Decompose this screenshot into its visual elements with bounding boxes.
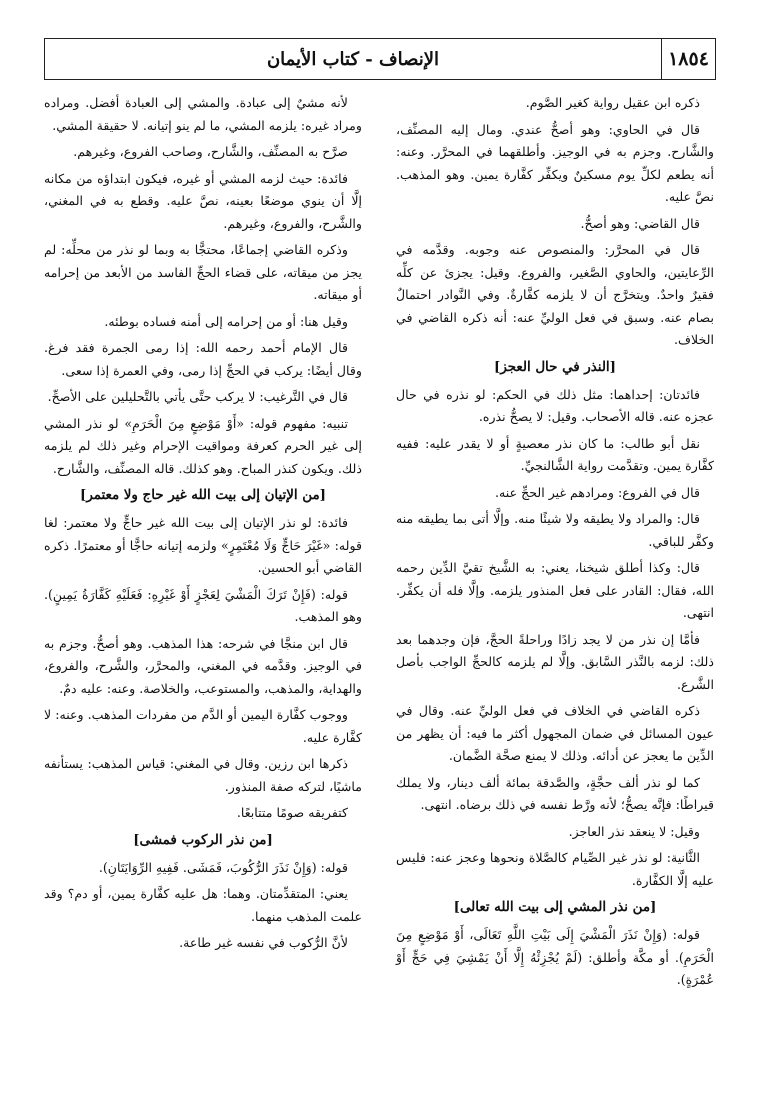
paragraph: لأنه مشيٌ إلى عبادة. والمشي إلى العبادة أفضل. ومراده ومراد غيره: يلزمه المشي، ما لم ينو إتيانه. لا حقيقة المشي. — [44, 95, 362, 133]
paragraph: كتفريقه صومًا متتابعًا. — [236, 805, 348, 820]
paragraph: قال ابن منجَّا في شرحه: هذا المذهب. وهو أصحُّ. وجزم به في الوجيز. وقدَّمه في المغني، والمحرَّر، والشَّرح، والفروع، والهداية، والمذهب، والمستوعب، والخلاصة. وعنه: عليه دمٌ. — [44, 635, 362, 696]
paragraph: فائدة: حيث لزمه المشي أو غيره، فيكون ابتداؤه من مكانه إلَّا أن ينوي موضعًا بعينه، نصَّ عليه. وقطع به في المغني، والشَّرح، والفروع، وغيرهم. — [44, 170, 362, 231]
paragraph: قال الإمام أحمد رحمه الله: إذا رمى الجمرة فقد فرغ. وقال أيضًا: يركب في الحجِّ إذا رمى، وفي العمرة إذا سعى. — [44, 340, 362, 378]
left-column — [44, 92, 362, 959]
paragraph: ذكره القاضي في الخلاف في فعل الوليِّ عنه. وقال في عيون المسائل في ضمان المجهول أكثر ما فيه: أن يظهر من الدِّين ما يعجز عن أدائه. وذلك لا يمنع صحَّة الضَّمان. — [396, 703, 714, 763]
paragraph: قال: والمراد ولا يطيقه ولا شيئًا منه. وإلَّا أتى بما يطيقه منه وكفَّر للباقي. — [396, 511, 714, 549]
paragraph: صرَّح به المصنِّف، والشَّارح، وصاحب الفروع، وغيرهم. — [73, 144, 348, 159]
paragraph: وذكره القاضي إجماعًا، محتجًّا به وبما لو نذر من محلِّه: لم يجز من ميقاته، على قضاء الحجِّ الفاسد من الأبعد من إحرامه أو ميقاته. — [44, 242, 362, 302]
paragraph: قوله: (وَإِنْ نَذَرَ الْمَشْيَ إِلَى بَيْتِ اللَّهِ تَعَالَى، أَوْ مَوْضِعٍ مِنَ الْحَرَمِ). أو مكَّة وأطلق: (لَمْ يُجْزِئْهُ إِلَّا أَنْ يَمْشِيَ فِي حَجٍّ أَوْ عُمْرَةٍ). — [396, 927, 714, 987]
paragraph: قال في الحاوي: وهو أصحُّ عندي. ومال إليه المصنِّف، والشَّارح. وجزم به في الوجيز. وأطلقهما في المحرَّر. وعنه: أنه يطعم لكلِّ يوم مسكينٌ ويكفِّر كفَّارة يمين. وهو المذهب. نصَّ عليه. — [396, 121, 714, 204]
paragraph: وقيل هنا: أو من إحرامه إلى أمنه فساده بوطئه. — [104, 313, 348, 329]
paragraph: ووجوب كفَّارة اليمين أو الدَّم من مفردات المذهب. وعنه: لا كفَّارة عليه. — [44, 707, 362, 745]
paragraph: قال في المحرَّر: والمنصوص عنه وجوبه. وقدَّمه في الرِّعايتين، والحاوي الصَّغير، والفروع. وقيل: يجزئ عن كلِّه فقيرٌ واحدٌ. ويتخرَّج أن لا يلزمه كفَّارةٌ. وفي النَّوادر احتمالٌ بصام عنه. وسبق في فعل الوليِّ عنه: أنه ذكره القاضي في الخلاف. — [396, 242, 714, 347]
section-heading: [النذر في حال العجز] — [494, 358, 616, 375]
paragraph: فائدة: لو نذر الإتيان إلى بيت الله غير حاجٍّ ولا معتمر: لغا قوله: «غَيْرَ حَاجٍّ وَلَا مُعْتَمِرٍ» ولزمه إتيانه حاجًّا أو معتمرًا. ذكره القاضي أبو الحسين. — [44, 515, 362, 575]
paragraph: ذكره ابن عقيل رواية كغير الصَّوم. — [525, 95, 700, 110]
paragraph: الثَّانية: لو نذر غير الصِّيام كالصَّلاة ونحوها وعجز عنه: فليس عليه إلَّا الكفَّارة. — [396, 850, 714, 888]
paragraph: فائدتان: إحداهما: مثل ذلك في الحكم: لو نذره في حال عجزه عنه. قاله الأصحاب. وقيل: لا يصحُّ نذره. — [396, 386, 714, 424]
right-column — [396, 92, 714, 996]
paragraph: قال في الفروع: ومرادهم غير الحجِّ عنه. — [495, 484, 700, 500]
paragraph: وقيل: لا ينعقد نذر العاجز. — [568, 823, 700, 839]
paragraph: قال القاضي: وهو أصحُّ. — [580, 215, 700, 231]
paragraph: لأنَّ الرُّكوب في نفسه غير طاعة. — [179, 935, 348, 950]
page-number: ١٨٥٤ — [661, 39, 715, 79]
paragraph: قال: وكذا أطلق شيخنا، يعني: به الشَّيخ تقيَّ الدِّين رحمه الله، فقال: القادر على فعل المنذور يلزمه. وإلَّا فله أن يكفِّر. انتهى. — [396, 560, 714, 620]
section-heading: [من الإتيان إلى بيت الله غير حاج ولا معتمر] — [79, 487, 326, 503]
paragraph: تنبيه: مفهوم قوله: «أَوْ مَوْضِعٍ مِنَ الْحَرَمِ» لو نذر المشي إلى غير الحرم كعرفة ومواقيت الإحرام وغير ذلك لم يلزمه ذلك. ويكون كنذر المباح. وهو كذلك. قاله المصنِّف، والشَّارح. — [44, 415, 362, 476]
paragraph: كما لو نذر ألف حجَّةٍ، والصَّدقة بمائة ألف دينار، ولا يملك قيراطًا: فإنَّه يصحُّ؛ لأنه ورَّط نفسه في ذلك برضاه. انتهى. — [396, 774, 714, 812]
section-heading: [من نذر الركوب فمشى] — [133, 831, 273, 848]
paragraph: نقل أبو طالب: ما كان نذر معصيةٍ أو لا يقدر عليه: ففيه كفَّارة يمين. وتقدَّمت رواية الشَّالنجيِّ. — [396, 435, 714, 473]
paragraph: قوله: (فَإِنْ تَرَكَ الْمَشْيَ لِعَجْزٍ أَوْ غَيْرِهِ: فَعَلَيْهِ كَفَّارَةُ يَمِينٍ). وهو المذهب. — [44, 586, 362, 624]
paragraph: ذكرها ابن رزين. وقال في المغني: قياس المذهب: يستأنفه ماشيًا، لتركه صفة المنذور. — [44, 756, 362, 794]
running-title: الإنصاف - كتاب الأيمان — [266, 48, 440, 70]
paragraph: يعني: المتقدِّمتان. وهما: هل عليه كفَّارة يمين، أو دم؟ وقد علمت المذهب منهما. — [44, 886, 362, 924]
paragraph: قال في التَّرغيب: لا يركب حتَّى يأتي بالتَّحليلين على الأصحِّ. — [47, 389, 348, 404]
section-heading: [من نذر المشي إلى بيت الله تعالى] — [453, 899, 657, 915]
page-header — [44, 38, 716, 80]
paragraph: فأمَّا إن نذر من لا يجد زادًا وراحلةً الحجَّ، فإن وجدهما بعد ذلك: لزمه بالنَّذر السَّابق. وإلَّا لم يلزمه كالحجِّ الواجب بأصل الشَّرع. — [396, 631, 714, 692]
paragraph: قوله: (وَإِنْ نَذَرَ الرُّكُوبَ، فَمَشَى. فَفِيهِ الرِّوَايَتَانِ). — [98, 859, 348, 875]
